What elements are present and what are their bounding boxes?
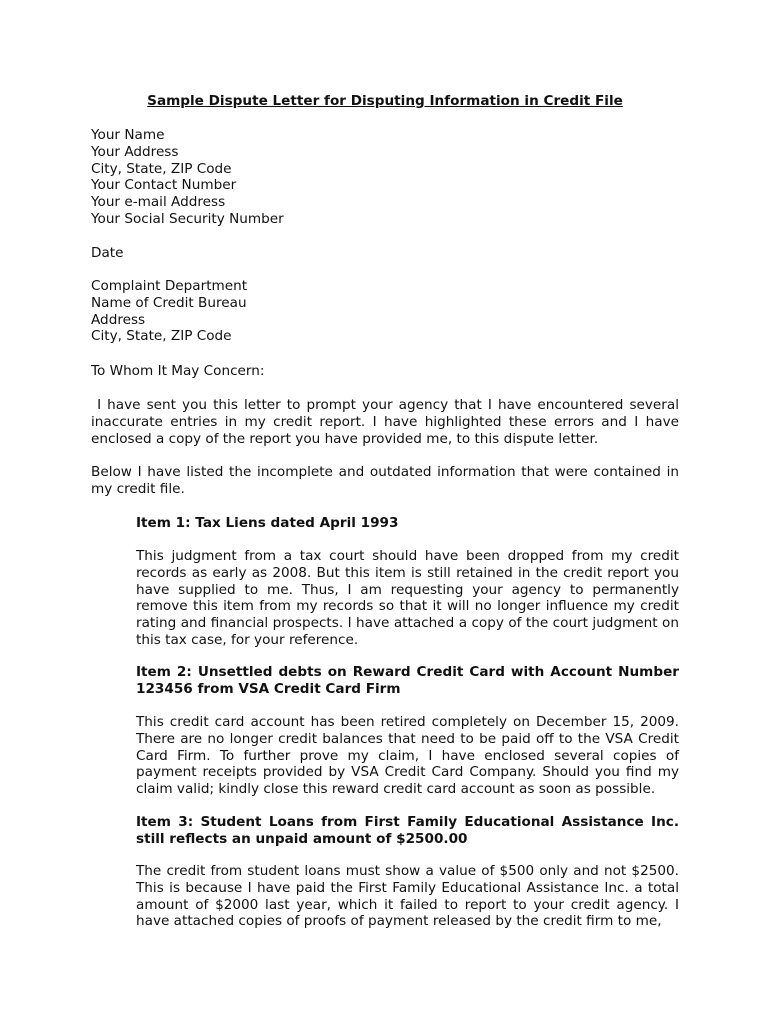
item-1-heading: Item 1: Tax Liens dated April 1993 (136, 515, 399, 531)
item-1-body: This judgment from a tax court should have been dropped from my credit records as early as 2008. But this item is still retained in the credit report you have supplied to me. Thus, I am requesting your agency to permanently remove this item from my records so that it will no longer influence my credit rating and financial prospects. I have attached a copy of the court judgment on this tax case, for your reference. (136, 548, 679, 648)
recipient-bureau: Name of Credit Bureau (91, 294, 247, 311)
recipient-address: Address (91, 311, 146, 328)
list-intro-paragraph: Below I have listed the incomplete and outdated information that were contained in my credit file. (91, 464, 679, 497)
sender-city-state-zip: City, State, ZIP Code (91, 160, 232, 177)
item-2-body: This credit card account has been retired completely on December 15, 2009. There are no longer credit balances that need to be paid off to the VSA Credit Card Firm. To further prove my claim, I have enclosed several copies of payment receipts provided by VSA Credit Card Company. Should you find my claim valid; kindly close this reward credit card account as soon as possible. (136, 714, 679, 798)
page-title: Sample Dispute Letter for Disputing Information in Credit File (147, 93, 623, 109)
salutation (91, 363, 679, 380)
recipient-block (91, 278, 679, 345)
item-2-heading: Item 2: Unsettled debts on Reward Credit Card with Account Number 123456 from VSA Credit Card Firm (136, 664, 679, 697)
recipient-city-state-zip: City, State, ZIP Code (91, 328, 232, 345)
sender-name: Your Name (91, 127, 165, 143)
salutation-text: To Whom It May Concern: (91, 363, 265, 379)
sender-contact-number: Your Contact Number (91, 177, 237, 194)
recipient-department: Complaint Department (91, 278, 248, 294)
sender-email: Your e-mail Address (91, 194, 226, 211)
sender-block (91, 127, 679, 228)
item-3-body: The credit from student loans must show a value of $500 only and not $2500. This is because I have paid the First Family Educational Assistance Inc. a total amount of $2000 last year, which it failed to report to your credit agency. I have attached copies of proofs of payment released by the credit firm to me, (136, 863, 679, 930)
sender-address: Your Address (91, 143, 179, 160)
date-line (91, 245, 679, 262)
item-3-heading: Item 3: Student Loans from First Family Educational Assistance Inc. still reflects an unpaid amount of $2500.00 (136, 814, 679, 847)
intro-paragraph: I have sent you this letter to prompt your agency that I have encountered several inaccurate entries in my credit report. I have highlighted these errors and I have enclosed a copy of the report you have provided me, to this dispute letter. (91, 397, 684, 447)
date-text: Date (91, 245, 124, 261)
sender-ssn: Your Social Security Number (91, 210, 284, 227)
